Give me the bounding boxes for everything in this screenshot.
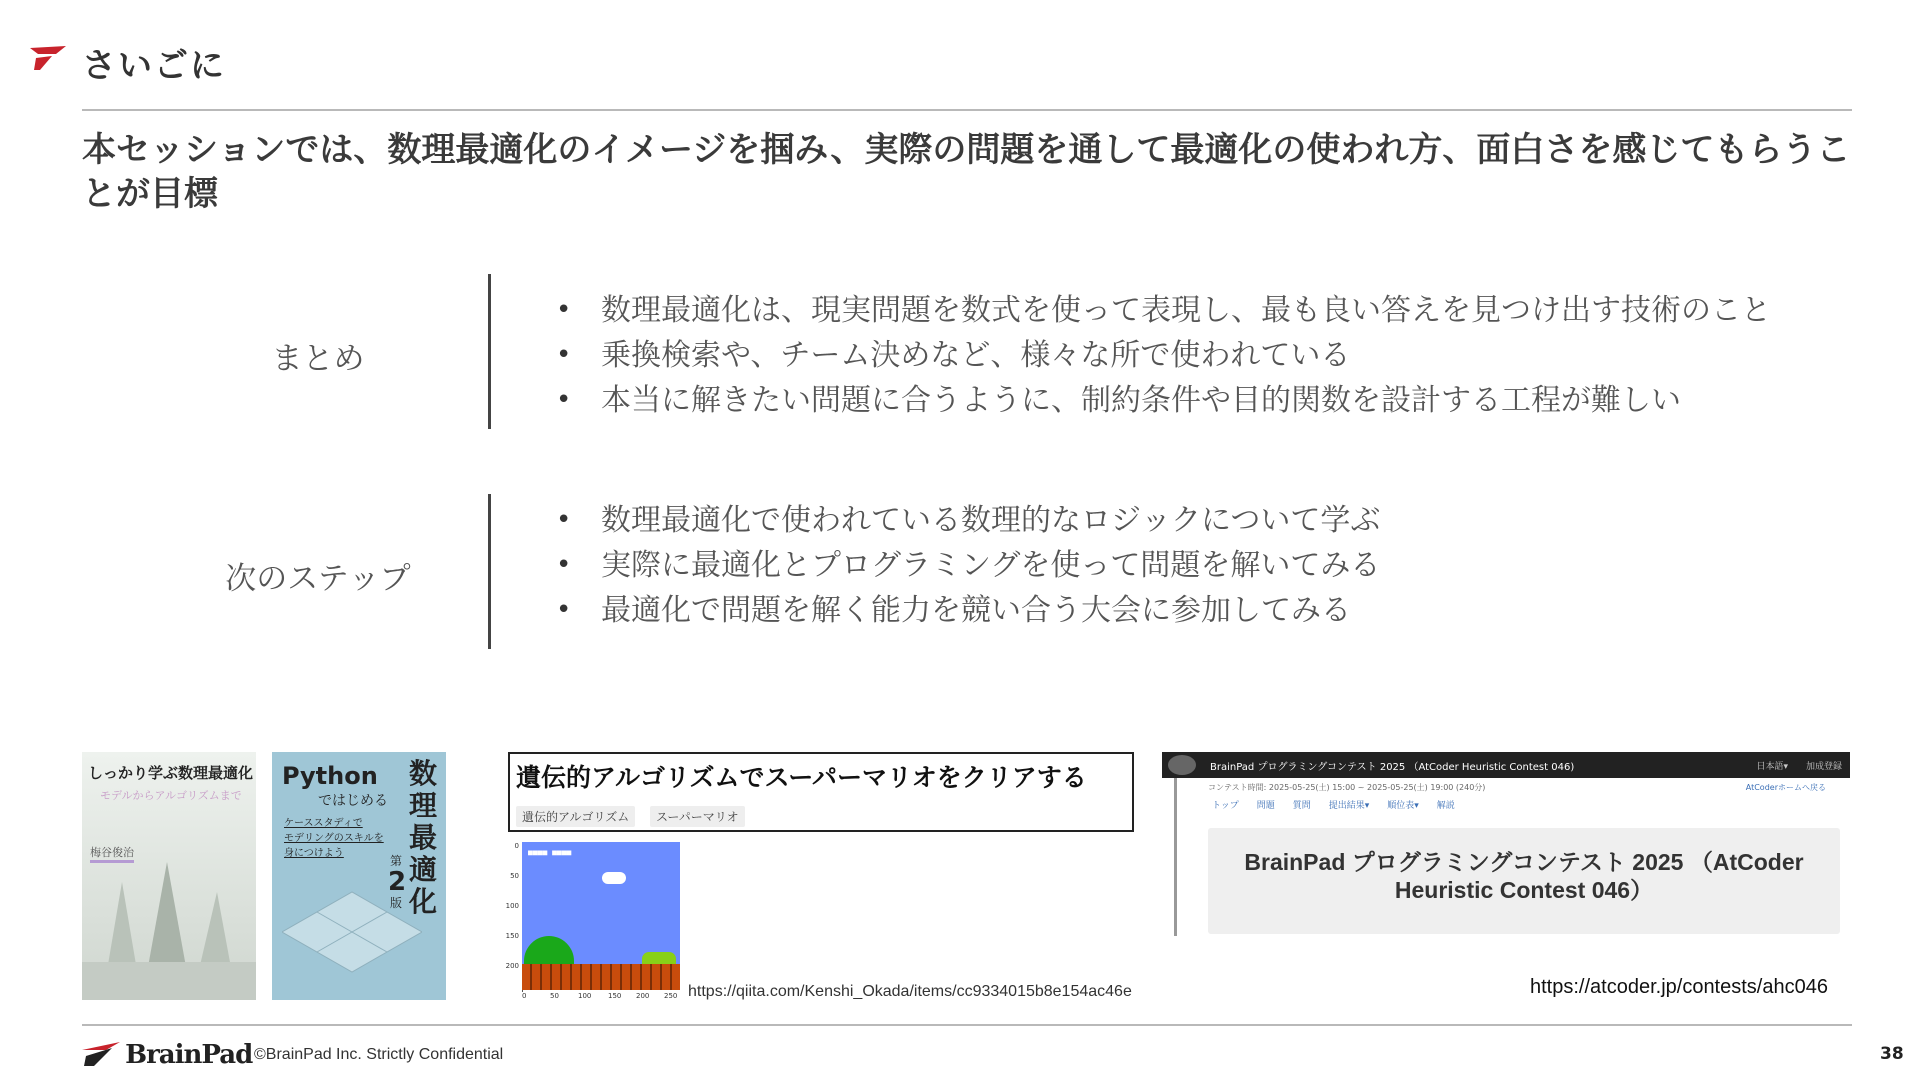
list-item: • 実際に最適化とプログラミングを使って問題を解いてみる xyxy=(556,543,1380,588)
atcoder-topbar xyxy=(1162,752,1850,778)
book-subtitle-line: モデリングのスキルを xyxy=(284,833,384,844)
book-hajimeru: ではじめる xyxy=(318,793,388,809)
page-title: さいごに xyxy=(82,46,226,86)
next-steps-list xyxy=(556,498,1380,633)
brainpad-mark-icon xyxy=(30,46,66,72)
edition-number: 2 xyxy=(388,867,407,897)
page-number: 38 xyxy=(1880,1044,1904,1064)
book-subtitle-line: ケーススタディで xyxy=(284,818,363,829)
copyright: ©BrainPad Inc. Strictly Confidential xyxy=(254,1046,504,1063)
x-tick-label: 250 xyxy=(664,992,678,1000)
qiita-article-card[interactable] xyxy=(508,752,1134,832)
edition-han: 版 xyxy=(389,896,402,910)
qiita-url-link[interactable]: https://qiita.com/Kenshi_Okada/items/cc9334015b8e154ac46e xyxy=(688,983,1132,1000)
list-item: • 本当に解きたい問題に合うように、制約条件や目的関数を設計する工程が難しい xyxy=(556,378,1771,423)
section-divider xyxy=(488,494,491,649)
y-tick-label: 100 xyxy=(505,902,519,910)
list-item: • 乗換検索や、チーム決めなど、様々な所で使われている xyxy=(556,333,1771,378)
brand-name: BrainPad xyxy=(125,1040,253,1070)
list-item: • 最適化で問題を解く能力を競い合う大会に参加してみる xyxy=(556,588,1380,633)
game-score: ■■■■ ■■■■ xyxy=(528,848,572,857)
language-menu[interactable]: 日本語▾ 加成登録 xyxy=(1756,762,1842,772)
cathedral-illustration-icon xyxy=(82,862,256,1000)
section-label-summary: まとめ xyxy=(271,341,365,377)
x-tick-label: 0 xyxy=(522,992,527,1000)
contest-nav[interactable]: トップ 問題 質問 提出結果▾ 順位表▾ 解説 xyxy=(1212,801,1455,811)
atcoder-logo-icon xyxy=(1168,755,1196,775)
y-tick-label: 50 xyxy=(510,872,519,880)
list-item: • 数理最適化で使われている数理的なロジックについて学ぶ xyxy=(556,498,1380,543)
article-title: 遺伝的アルゴリズムでスーパーマリオをクリアする xyxy=(516,763,1087,792)
summary-list xyxy=(556,288,1771,423)
mario-plot-y-axis xyxy=(505,842,523,992)
article-tag[interactable]: 遺伝的アルゴリズム xyxy=(516,806,635,827)
brainpad-mark-icon xyxy=(82,1042,120,1068)
book-cover-python xyxy=(272,752,446,1000)
y-tick-label: 0 xyxy=(514,842,519,850)
cloud-icon xyxy=(602,872,626,884)
contest-title: BrainPad プログラミングコンテスト 2025 （AtCoder Heuristic Contest 046） xyxy=(1244,849,1804,903)
y-tick-label: 150 xyxy=(505,932,519,940)
side-strip xyxy=(1162,778,1184,936)
surface-plot-illustration-icon xyxy=(282,872,422,982)
book-vertical-title: 数理最適化 xyxy=(408,757,437,918)
lead-statement: 本セッションでは、数理最適化のイメージを掴み、実際の問題を通して最適化の使われ方、面白さを感じてもらうことが目標 xyxy=(82,130,1851,214)
atcoder-url-link[interactable]: https://atcoder.jp/contests/ahc046 xyxy=(1530,976,1828,998)
contest-time: コンテスト時間: 2025-05-25(土) 15:00 ~ 2025-05-25(土) 19:00 (240分) xyxy=(1208,783,1486,792)
book-title: しっかり学ぶ数理最適化 xyxy=(88,764,254,782)
contest-title-box xyxy=(1208,828,1840,934)
atcoder-contest-screenshot[interactable] xyxy=(1162,752,1850,936)
book-author: 梅谷俊治 xyxy=(90,844,134,863)
footer-logo xyxy=(82,1040,252,1070)
atcoder-home-link[interactable]: AtCoderホームへ戻る xyxy=(1745,783,1826,792)
mario-plot-x-axis xyxy=(522,990,680,1000)
section-label-next-steps: 次のステップ xyxy=(225,561,411,597)
y-tick-label: 200 xyxy=(505,962,519,970)
book-subtitle: モデルからアルゴリズムまで xyxy=(100,789,242,802)
footer-divider xyxy=(82,1024,1852,1026)
x-tick-label: 200 xyxy=(636,992,650,1000)
book-subtitle xyxy=(284,816,384,861)
x-tick-label: 100 xyxy=(578,992,592,1000)
book-python-word: Python xyxy=(282,762,378,790)
mario-game-screenshot xyxy=(522,842,680,990)
contest-bar-title: BrainPad プログラミングコンテスト 2025 （AtCoder Heuristic Contest 046) xyxy=(1210,762,1575,773)
book-cover-shikkari xyxy=(82,752,256,1000)
list-item: • 数理最適化は、現実問題を数式を使って表現し、最も良い答えを見つけ出す技術のこと xyxy=(556,288,1771,333)
x-tick-label: 150 xyxy=(608,992,622,1000)
header-divider xyxy=(82,109,1852,111)
section-divider xyxy=(488,274,491,429)
x-tick-label: 50 xyxy=(550,992,559,1000)
edition-dai: 第 xyxy=(389,854,402,868)
ground-bricks xyxy=(522,964,680,990)
article-tag[interactable]: スーパーマリオ xyxy=(650,806,745,827)
book-subtitle-line: 身につけよう xyxy=(284,848,344,859)
hill-icon xyxy=(524,936,574,966)
